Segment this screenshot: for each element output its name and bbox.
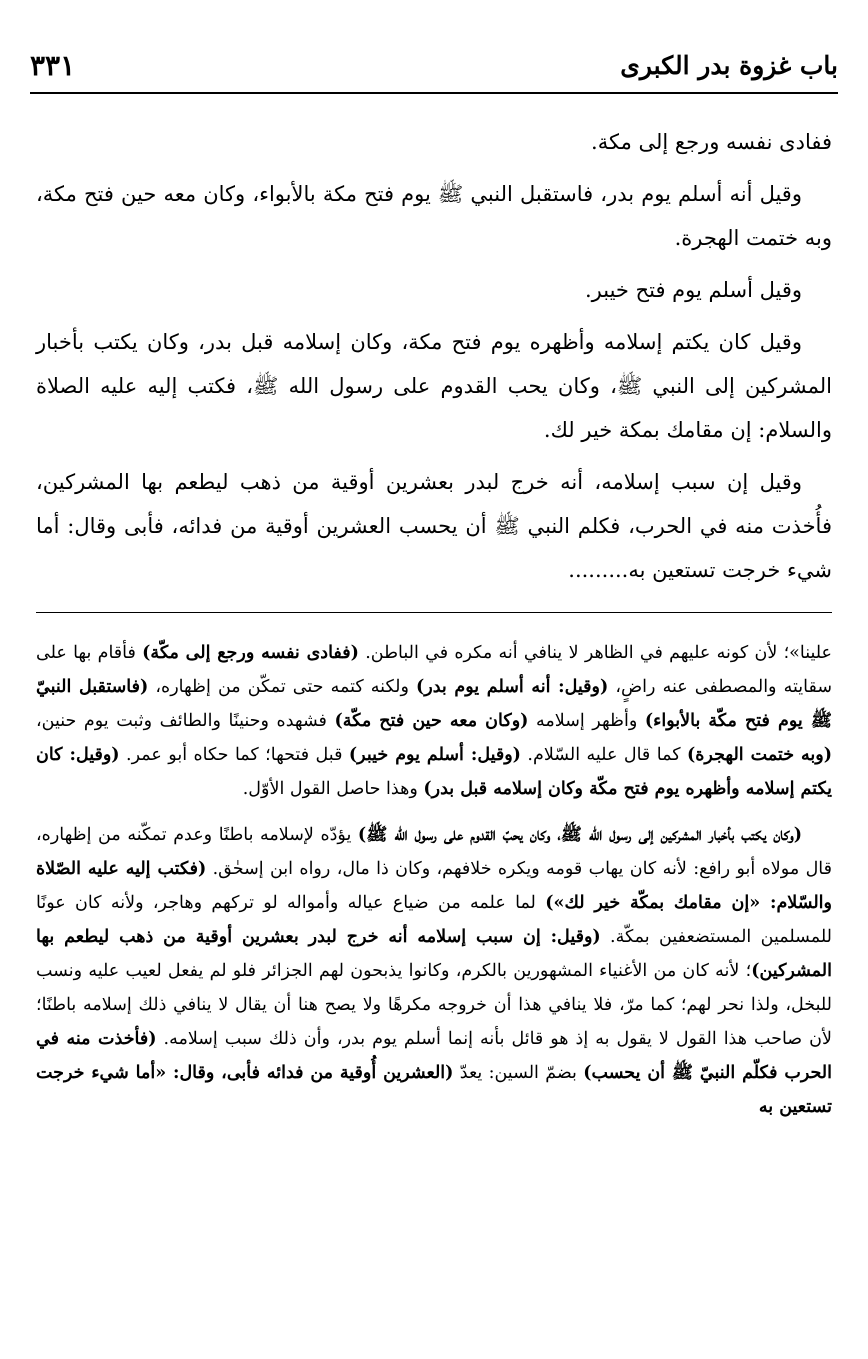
- commentary-text-run: يؤدّه لإسلامه باطنًا وعدم تمكّنه من إظهاره، قال مولاه أبو رافع: لأنه كان يهاب قومه ويكره خلافهم، وكان ذا مال، رواه ابن إسحٰق.: [36, 825, 832, 879]
- commentary-text: [36, 636, 832, 1136]
- header-divider: [30, 92, 838, 94]
- main-paragraph: وقيل كان يكتم إسلامه وأظهره يوم فتح مكة، وكان إسلامه قبل بدر، وكان يكتب بأخبار المشركين إلى النبي ﷺ، وكان يحب القدوم على رسول الله ﷺ، فكتب إليه عليه الصلاة والسلام: إن مقامك بمكة خير لك.: [36, 330, 832, 442]
- main-paragraph: وقيل إن سبب إسلامه، أنه خرج لبدر بعشرين أوقية من ذهب ليطعم بها المشركين، فأُخذت منه في الحرب، فكلم النبي ﷺ أن يحسب العشرين أوقية من فدائه، فأبى وقال: أما شيء خرجت تستعين به.........: [36, 470, 832, 582]
- page-header: [30, 40, 838, 90]
- commentary-text-run: ولكنه كتمه حتى تمكّن من إظهاره،: [148, 677, 417, 697]
- quoted-matn: (وقيل: إن سبب إسلامه أنه خرج لبدر بعشرين أوقية من ذهب ليطعم بها المشركين): [36, 927, 832, 981]
- commentary-text-run: قبل فتحها؛ كما حكاه أبو عمر.: [119, 745, 349, 765]
- commentary-text-run: لما علمه من ضياع عياله وأمواله لو تركهم وهاجر، ولأنه كان عونًا للمسلمين المستضعفين بمكّة.: [36, 893, 832, 947]
- commentary-text-run: علينا»؛ لأن كونه عليهم في الظاهر لا ينافي أنه مكره في الباطن.: [358, 643, 832, 663]
- quoted-matn: (فكتب إليه عليه الصّلاة والسّلام: «إن مقامك بمكّة خير لك»): [36, 859, 832, 913]
- footnote-divider: [36, 612, 832, 613]
- page-number: ٣٣١: [30, 48, 76, 82]
- commentary-text-run: كما قال عليه السّلام.: [520, 745, 687, 765]
- commentary-text-run: ؛ لأنه كان من الأغنياء المشهورين بالكرم، وكانوا يذبحون لهم الجزائر فلو لم يفعل لعيب عليه ونسب للبخل، ولذا نحر لهم؛ كما مرّ، فلا ينافي هذا أن خروجه مكرهًا ولا يصح هنا أن يقال لا ينافي ذلك إسلامه باطنًا؛ لأن صاحب هذا القول لا يقول به إذ هو قائل بأنه إنما أسلم يوم بدر، وأن ذلك سبب إسلامه.: [36, 961, 832, 1049]
- main-paragraph: وقيل أسلم يوم فتح خيبر.: [584, 278, 802, 302]
- quoted-matn: (ففادى نفسه ورجع إلى مكّة): [142, 643, 359, 663]
- commentary-text-run: فشهده وحنينًا والطائف وثبت يوم حنين،: [36, 711, 335, 731]
- quoted-matn: (وقيل: أنه أسلم يوم بدر): [416, 677, 609, 697]
- commentary-text-run: فأقام بها على سقايته والمصطفى عنه راضٍ،: [36, 643, 832, 697]
- quoted-matn: (وقيل: أسلم يوم خيبر): [348, 745, 521, 765]
- quoted-matn: (وقيل: كان يكتم إسلامه وأظهره يوم فتح مكّة وكان إسلامه قبل بدر): [36, 745, 832, 799]
- commentary-text-run: وأظهر إسلامه: [528, 711, 645, 731]
- quoted-matn: (وكان يكتب بأخبار المشركين إلى رسول اللّه ﷺ، وكان يحبّ القدوم على رسول اللّه ﷺ): [357, 825, 803, 845]
- commentary-text-run: بضمّ السين: يعدّ: [453, 1063, 584, 1083]
- quoted-matn: (فاستقبل النبيّ ﷺ يوم فتح مكّة بالأبواء): [36, 677, 832, 731]
- quoted-matn: (العشرين أُوقية من فدائه فأبى، وقال: «أما شيء خرجت تستعين به: [36, 1063, 832, 1117]
- commentary-text-run: وهذا حاصل القول الأوّل.: [242, 779, 424, 799]
- chapter-title: باب غزوة بدر الكبرى: [620, 50, 838, 80]
- commentary-paragraph: [36, 636, 832, 806]
- quoted-matn: (وبه ختمت الهجرة): [686, 745, 832, 765]
- quoted-matn: (فأخذت منه في الحرب فكلّم النبيّ ﷺ أن يحسب): [36, 1029, 833, 1083]
- commentary-paragraph: [36, 818, 832, 1124]
- quoted-matn: (وكان معه حين فتح مكّة): [334, 711, 529, 731]
- main-paragraph: وقيل أنه أسلم يوم بدر، فاستقبل النبي ﷺ يوم فتح مكة بالأبواء، وكان معه حين فتح مكة، وبه ختمت الهجرة.: [36, 182, 832, 250]
- main-text: [36, 120, 832, 600]
- main-paragraph: ففادى نفسه ورجع إلى مكة.: [591, 130, 832, 154]
